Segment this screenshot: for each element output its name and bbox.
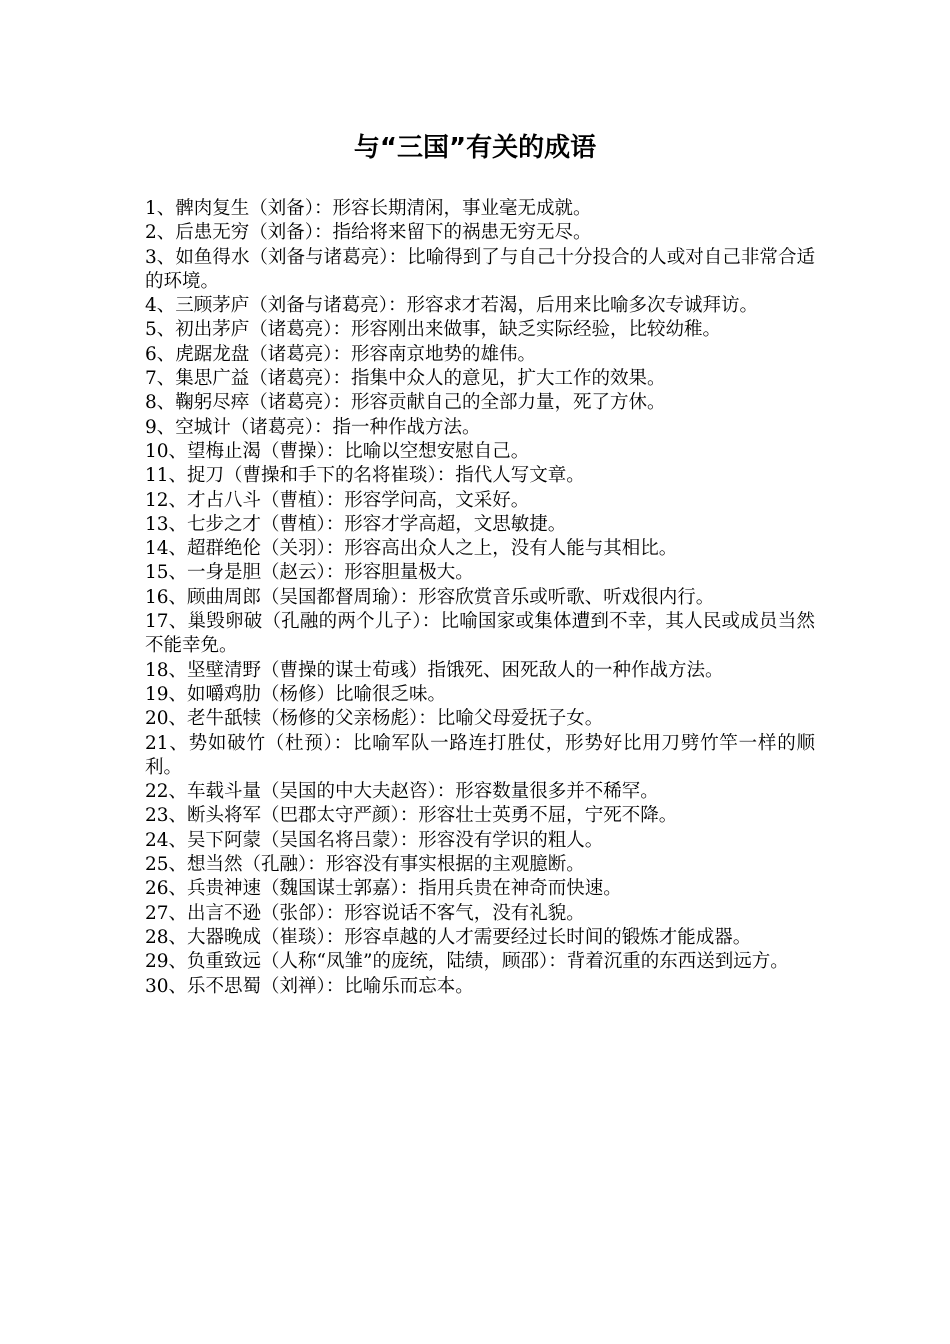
list-item: 28、大器晚成（崔琰）：形容卓越的人才需要经过长时间的锻炼才能成器。 (145, 926, 752, 948)
list-item: 7、集思广益（诸葛亮）：指集中众人的意见，扩大工作的效果。 (145, 368, 666, 390)
list-item: 5、初出茅庐（诸葛亮）：形容刚出来做事，缺乏实际经验，比较幼稚。 (145, 319, 722, 341)
list-item: 13、七步之才（曹植）：形容才学高超，文思敏捷。 (145, 513, 567, 535)
list-item: 26、兵贵神速（魏国谋士郭嘉）：指用兵贵在神奇而快速。 (145, 878, 622, 900)
list-item: 16、顾曲周郎（吴国都督周瑜）：形容欣赏音乐或听歌、听戏很内行。 (145, 586, 715, 608)
list-item: 11、捉刀（曹操和手下的名将崔琰）：指代人写文章。 (145, 465, 585, 487)
list-item: 20、老牛舐犊（杨修的父亲杨彪）：比喻父母爱抚子女。 (145, 708, 604, 730)
list-item: 18、坚壁清野（曹操的谋士荀彧）指饿死、困死敌人的一种作战方法。 (145, 659, 724, 681)
list-item: 23、断头将军（巴郡太守严颜）：形容壮士英勇不屈，宁死不降。 (145, 805, 678, 827)
document-title: 与“三国”有关的成语 (353, 133, 597, 163)
list-item: 30、乐不思蜀（刘禅）：比喻乐而忘本。 (145, 975, 474, 997)
list-item: 8、鞠躬尽瘁（诸葛亮）：形容贡献自己的全部力量，死了方休。 (145, 392, 666, 414)
list-item: 14、超群绝伦（关羽）：形容高出众人之上，没有人能与其相比。 (145, 538, 678, 560)
list-item: 4、三顾茅庐（刘备与诸葛亮）：形容求才若渴，后用来比喻多次专诚拜访。 (145, 295, 759, 317)
list-item: 27、出言不逊（张郃）：形容说话不客气，没有礼貌。 (145, 902, 585, 924)
list-item: 29、负重致远（人称“凤雏”的庞统，陆绩，顾邵）：背着沉重的东西送到远方。 (145, 951, 789, 973)
list-item: 9、空城计（诸葛亮）：指一种作战方法。 (145, 416, 481, 438)
list-item: 2、后患无穷（刘备）：指给将来留下的祸患无穷无尽。 (145, 222, 592, 244)
list-item: 24、吴下阿蒙（吴国名将吕蒙）：形容没有学识的粗人。 (145, 829, 604, 851)
list-item: 21、势如破竹（杜预）：比喻军队一路连打胜仗，形势好比用刀劈竹竿一样的顺利。 (145, 732, 815, 778)
list-item: 15、一身是胆（赵云）：形容胆量极大。 (145, 562, 474, 584)
list-item: 19、如嚼鸡肋（杨修）比喻很乏味。 (145, 683, 447, 705)
list-item: 12、才占八斗（曹植）：形容学问高，文采好。 (145, 489, 530, 511)
idiom-list (145, 197, 815, 999)
list-item: 10、望梅止渴（曹操）：比喻以空想安慰自己。 (145, 440, 530, 462)
list-item: 22、车载斗量（吴国的中大夫赵咨）：形容数量很多并不稀罕。 (145, 781, 659, 803)
list-item: 6、虎踞龙盘（诸葛亮）：形容南京地势的雄伟。 (145, 343, 537, 365)
list-item: 1、髀肉复生（刘备）：形容长期清闲，事业毫无成就。 (145, 198, 592, 219)
list-item: 25、想当然（孔融）：形容没有事实根据的主观臆断。 (145, 854, 585, 876)
list-item: 3、如鱼得水（刘备与诸葛亮）：比喻得到了与自己十分投合的人或对自己非常合适的环境。 (145, 246, 815, 292)
list-item: 17、巢毁卵破（孔融的两个儿子）：比喻国家或集体遭到不幸，其人民或成员当然不能幸免。 (145, 611, 815, 657)
